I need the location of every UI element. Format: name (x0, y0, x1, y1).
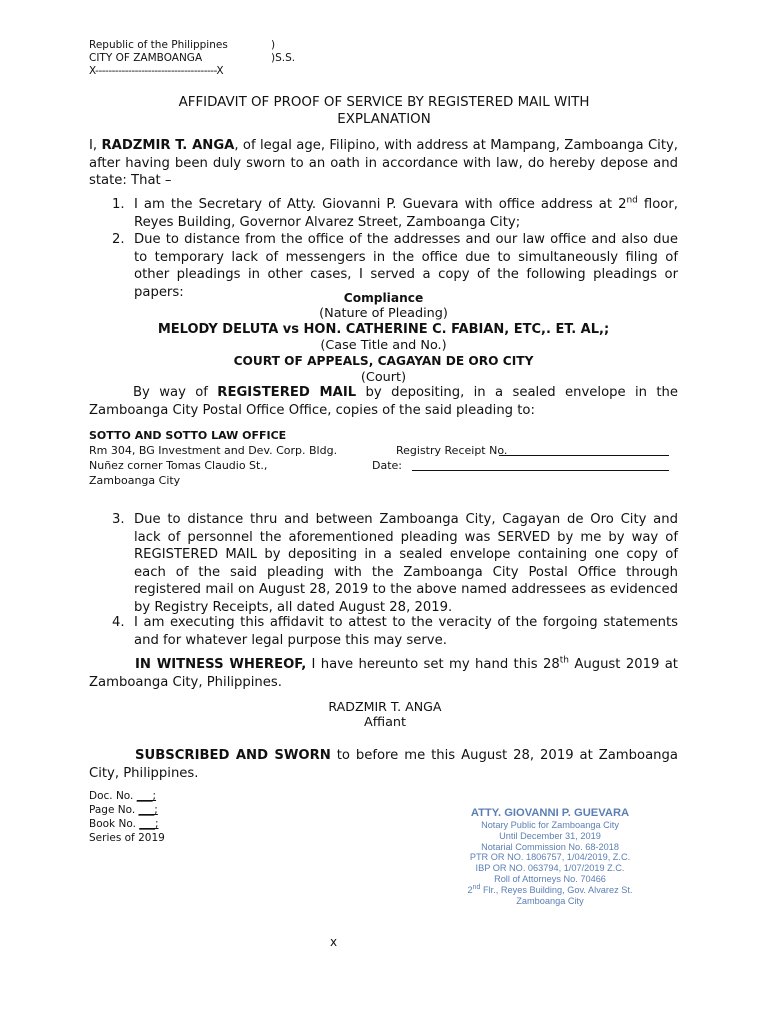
item-number: 4. (112, 615, 125, 630)
venue-paren: ) (271, 39, 276, 51)
pleading-block (89, 290, 678, 385)
venue-country: Republic of the Philippines (89, 39, 228, 51)
service-paragraph: By way of REGISTERED MAIL by depositing, in a sealed envelope in the Zamboanga City Postal Office Office, copies of the said pleading to: (89, 385, 678, 418)
notary-name: ATTY. GIOVANNI P. GUEVARA (470, 807, 630, 819)
pleading-nature: Compliance (343, 291, 424, 305)
venue-divider: X-------------------------------------X (89, 65, 224, 77)
signature-block (260, 698, 510, 731)
list-item: 2. Due to distance from the office of the addresses and our law office and also due to temporary lack of messengers in the office due to simultaneously filing of other pleadings in other cases, I served a copy of the following pleadings or papers: (112, 232, 678, 300)
jurat-paragraph: SUBSCRIBED AND SWORN to before me this August 28, 2019 at Zamboanga City, Philippines. (89, 748, 678, 781)
page-no-label: Page No. (89, 804, 136, 816)
date-blank (412, 458, 669, 471)
court-label: (Court) (360, 370, 407, 385)
jurat-lead: SUBSCRIBED AND SWORN (135, 748, 331, 763)
addressee-name: SOTTO AND SOTTO LAW OFFICE (89, 429, 287, 442)
notary-stamp (430, 806, 670, 906)
signatory-name: RADZMIR T. ANGA (328, 699, 442, 714)
docket-block: Doc. No. ___; Page No. ___; Book No. ___; Series of 2019 (89, 789, 219, 845)
notary-line: IBP OR NO. 063794, 1/07/2019 Z.C. (475, 863, 625, 874)
item-number: 2. (112, 232, 125, 247)
notary-city: Zamboanga City (516, 895, 584, 906)
registry-label: Registry Receipt No. (396, 444, 508, 457)
addressee-line-1: Rm 304, BG Investment and Dev. Corp. Bldg. (89, 444, 338, 457)
footer-mark: x (330, 935, 338, 949)
pleading-nature-label: (Nature of Pleading) (319, 306, 448, 321)
registry-blank (499, 443, 669, 456)
notary-line: Roll of Attorneys No. 70466 (494, 873, 606, 884)
title-line-1: AFFIDAVIT OF PROOF OF SERVICE BY REGISTERED MAIL WITH (178, 95, 590, 110)
notary-line: PTR OR NO. 1806757, 1/04/2019, Z.C. (469, 852, 631, 863)
affiant-name: RADZMIR T. ANGA (101, 138, 235, 153)
title-line-2: EXPLANATION (337, 112, 431, 127)
venue-block (89, 39, 329, 78)
document-title (100, 94, 668, 128)
item-number: 1. (112, 197, 125, 212)
addressee-line-2: Nuñez corner Tomas Claudio St., (89, 459, 268, 472)
service-mode: REGISTERED MAIL (217, 385, 357, 400)
witness-lead: IN WITNESS WHEREOF, (135, 657, 307, 672)
item-number: 3. (112, 512, 125, 527)
notary-address: 2nd Flr., Reyes Building, Gov. Alvarez St. (467, 883, 633, 895)
series-label: Series of 2019 (89, 832, 165, 844)
signatory-role: Affiant (363, 715, 407, 730)
list-item: 4. I am executing this affidavit to attest to the veracity of the forgoing statements and for whatever legal purpose this may serve. (112, 615, 678, 648)
notary-line: Notarial Commission No. 68-2018 (481, 841, 619, 852)
case-title: MELODY DELUTA vs HON. CATHERINE C. FABIAN, ETC,. ET. AL,; (157, 322, 610, 337)
addressee-line-3: Zamboanga City (89, 474, 181, 487)
intro-paragraph: I, RADZMIR T. ANGA, of legal age, Filipino, with address at Mampang, Zamboanga City, after having been duly sworn to an oath in accordance with law, do hereby depose and state: That – (89, 138, 679, 188)
date-label: Date: (372, 459, 402, 472)
doc-no-label: Doc. No. (89, 790, 134, 802)
notary-line: Until December 31, 2019 (499, 830, 601, 841)
venue-city: CITY OF ZAMBOANGA (89, 52, 203, 64)
addressee-block (89, 428, 689, 488)
venue-ss: )S.S. (271, 52, 296, 64)
list-item: 3. Due to distance thru and between Zamboanga City, Cagayan de Oro City and lack of personnel the aforementioned pleading was SERVED by me by way of REGISTERED MAIL by depositing in a sealed envelope containing one copy of each of the said pleading with the Zamboanga City Postal Office through registered mail on August 28, 2019 to the above named addressees as evidenced by Registry Receipts, all dated August 28, 2019. (112, 512, 678, 615)
book-no-label: Book No. (89, 818, 136, 830)
court-name: COURT OF APPEALS, CAGAYAN DE ORO CITY (233, 354, 534, 368)
list-item: 1. I am the Secretary of Atty. Giovanni P. Guevara with office address at 2nd floor, Reyes Building, Governor Alvarez Street, Zamboanga City; (112, 195, 678, 230)
case-title-label: (Case Title and No.) (320, 338, 447, 353)
notary-line: Notary Public for Zamboanga City (481, 820, 619, 830)
witness-paragraph: IN WITNESS WHEREOF, I have hereunto set my hand this 28th August 2019 at Zamboanga City, Philippines. (89, 655, 678, 690)
